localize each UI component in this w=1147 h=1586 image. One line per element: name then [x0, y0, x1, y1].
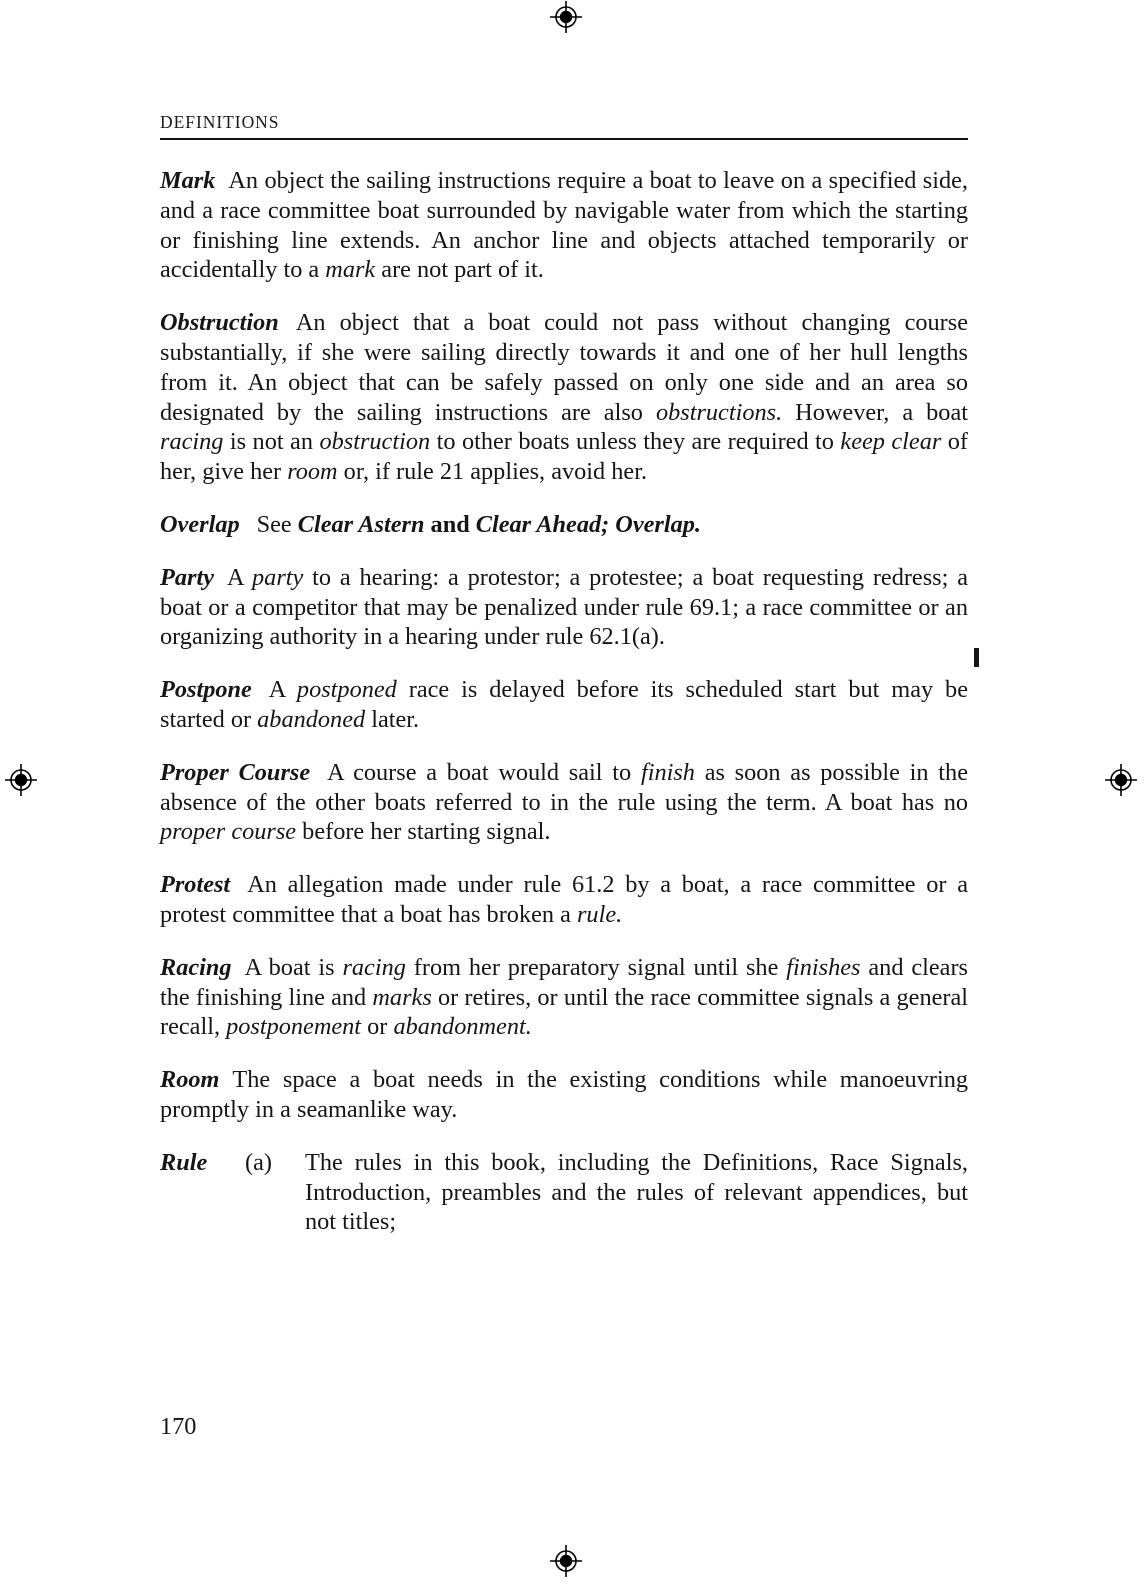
definition-term: Rule	[160, 1148, 208, 1176]
definition-text-segment: later.	[365, 705, 420, 733]
definition-term: Proper Course	[160, 758, 311, 786]
definition-text-segment: as soon as possible in the absence of the other boats referred to in the rule using the term. A boat has no	[160, 758, 968, 816]
running-head-label: DEFINITIONS	[160, 112, 280, 132]
definition-entry	[160, 510, 968, 540]
definition-text-segment: to a hearing: a protestor; a protestee; a boat requesting redress; a boat or a competitor that may be penalized under rule 69.1; a race committee or an organizing authority in a hearing under rule 62.1(a).	[160, 563, 968, 651]
definition-term: Racing	[160, 953, 232, 981]
definition-text-segment: marks	[372, 983, 432, 1011]
definition-text-segment: and	[424, 510, 476, 538]
definition-text-segment: racing	[160, 428, 224, 456]
definition-term: Postpone	[160, 676, 252, 704]
definition-text-segment: finishes	[786, 953, 861, 981]
definition-text-segment: A boat is	[244, 953, 343, 981]
definition-text-segment: An allegation made under rule 61.2 by a boat, a race committee or a protest committee that a boat has broken a	[160, 871, 968, 928]
definitions-list	[160, 166, 968, 1237]
rule-item-letter: (a)	[245, 1148, 272, 1176]
page-content	[160, 0, 968, 1586]
definition-text-segment: See	[256, 510, 298, 538]
definition-text-segment: race is delayed before its scheduled start but may be started or	[160, 676, 968, 733]
definition-term: Overlap	[160, 510, 240, 538]
definition-text-segment: racing	[342, 953, 406, 981]
definition-text-segment: to other boats unless they are required to	[430, 428, 841, 456]
definition-text-segment: or retires, or until the race committee signals a general recall,	[160, 983, 969, 1041]
definition-text-segment: An object that a boat could not pass without changing course substantially, if she were sailing directly towards it and one of her hull lengths from it. An object that can be safely passed on only one side and an area so designated by the sailing instructions are also	[160, 309, 968, 426]
definition-text-segment: A course a boat would sail to	[327, 758, 641, 786]
running-head	[160, 113, 968, 140]
definition-text-segment: obstruction	[319, 428, 431, 456]
definition-entry	[160, 1065, 968, 1125]
definition-text-segment: A	[226, 563, 253, 591]
definition-text-segment: A	[268, 676, 297, 704]
definition-text-segment: before her starting signal.	[296, 818, 551, 846]
definition-entry	[160, 563, 968, 652]
definition-entry	[160, 953, 968, 1042]
definition-entry	[160, 166, 968, 285]
definition-entry	[160, 758, 968, 847]
rule-item-text: The rules in this book, including the Definitions, Race Signals, Introduction, preambles and the rules of relevant appendices, but not titles;	[305, 1148, 968, 1236]
definition-term: Obstruction	[160, 309, 279, 337]
definition-entry	[160, 308, 968, 487]
definition-text-segment: keep clear	[840, 428, 942, 456]
definition-text-segment: postponement	[226, 1013, 362, 1041]
definition-entry	[160, 870, 968, 930]
definition-term: Party	[160, 563, 214, 591]
definition-text-segment: and clears the finishing line and	[160, 953, 968, 1011]
definition-text-segment: or	[361, 1013, 394, 1041]
definition-text-segment: is not an	[223, 428, 320, 456]
definition-text-segment: or, if rule 21 applies, avoid her.	[337, 458, 648, 486]
definition-text-segment: Clear Astern	[297, 510, 425, 538]
definition-text-segment: from her preparatory signal until she	[405, 953, 787, 981]
change-bar	[974, 648, 979, 667]
definition-text-segment: proper course	[160, 818, 297, 846]
definition-term: Mark	[160, 167, 216, 194]
definition-text-segment: The space a boat needs in the existing conditions while manoeuvring promptly in a seamanlike way.	[160, 1066, 968, 1123]
page-number: 170	[160, 1413, 197, 1440]
definition-text-segment: However, a boat	[782, 398, 968, 426]
definition-text-segment: room	[287, 458, 338, 486]
definition-text-segment: abandonment.	[393, 1013, 532, 1041]
definition-term: Protest	[160, 871, 231, 899]
definition-text-segment: An object the sailing instructions require a boat to leave on a specified side, and a race committee boat surrounded by navigable water from which the starting or finishing line extends. An anchor line and objects attached temporarily or accidentally to a	[160, 167, 968, 284]
definition-term: Room	[160, 1066, 220, 1094]
definition-text-segment: of her, give her	[160, 428, 969, 486]
running-head-rule	[160, 138, 968, 140]
definition-text-segment: postponed	[296, 676, 397, 704]
definition-text-segment: mark	[325, 256, 376, 284]
registration-mark-right	[1104, 763, 1138, 797]
definition-text-segment: rule.	[576, 900, 623, 928]
definition-text-segment: party	[252, 563, 304, 591]
definition-text-segment: finish	[640, 758, 695, 786]
rule-definition-entry	[160, 1148, 968, 1237]
definition-entry	[160, 675, 968, 735]
definition-text-segment: are not part of it.	[375, 256, 544, 284]
definition-text-segment: Clear Ahead; Overlap.	[475, 510, 701, 538]
definition-text-segment: obstructions.	[655, 398, 783, 426]
registration-mark-left	[4, 763, 38, 797]
definition-text-segment: abandoned	[257, 705, 366, 733]
